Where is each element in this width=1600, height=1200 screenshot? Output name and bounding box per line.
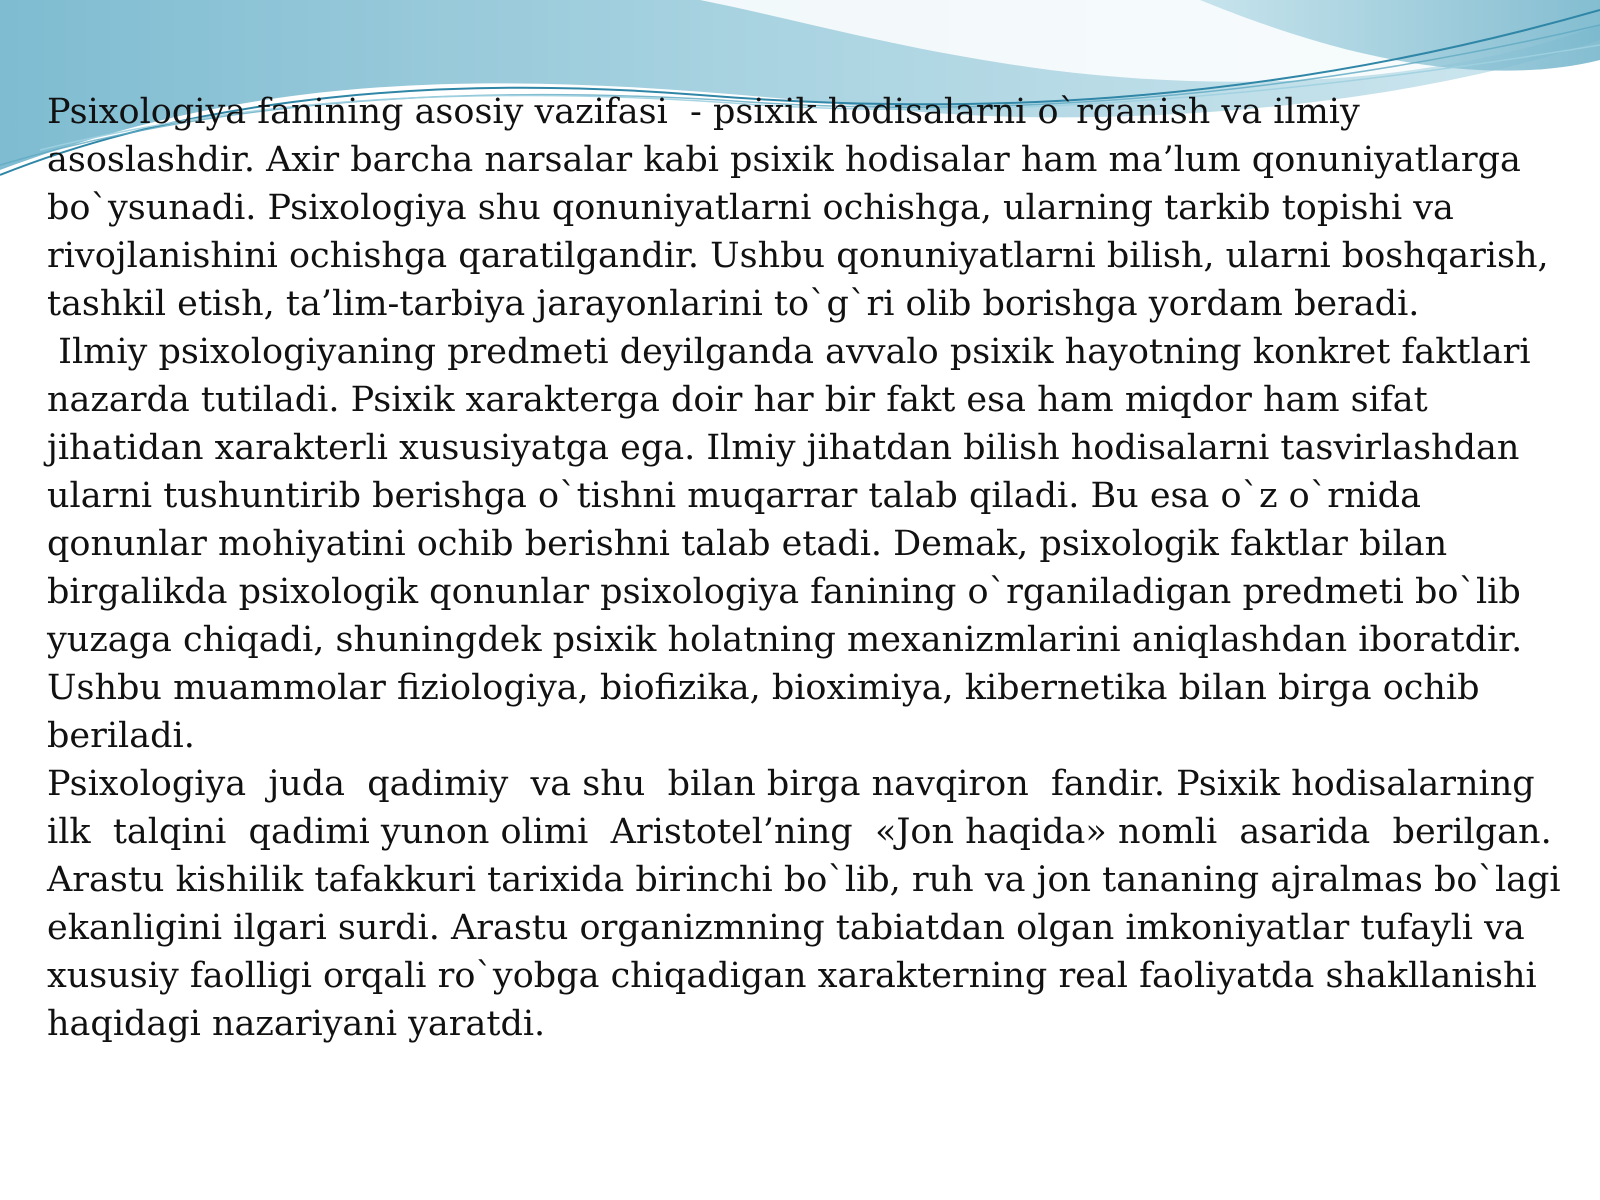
slide-body-text — [47, 88, 1572, 1048]
paragraph-predmeti: Ilmiy psixologiyaning predmeti deyilganda avvalo psixik hayotning konkret faktlari nazarda tutiladi. Psixik xarakterga doir har bir fakt esa ham miqdor ham sifat jihatidan xarakterli xususiyatga ega. Ilmiy jihatdan bilish hodisalarni tasvirlashdan ularni tushuntirib berishga o`tishni muqarrar talab qiladi. Bu esa o`z o`rnida qonunlar mohiyatini ochib berishni talab etadi. Demak, psixologik faktlar bilan birgalikda psixologik qonunlar psixologiya fanining o`rganiladigan predmeti bo`lib yuzaga chiqadi, shuningdek psixik holatning mexanizmlarini aniqlashdan iboratdir. Ushbu muammolar fiziologiya, biofizika, bioximiya, kibernetika bilan birga ochib beriladi. — [47, 332, 1542, 756]
paragraph-qadimiy: Psixologiya juda qadimiy va shu bilan birga navqiron fandir. Psixik hodisalarning ilk talqini qadimi yunon olimi Aristotel’ning «Jon haqida» nomli asarida berilgan. — [47, 764, 1557, 852]
paragraph-vazifasi: Psixologiya fanining asosiy vazifasi - psixik hodisalarni o`rganish va ilmiy asoslashdir. Axir barcha narsalar kabi psixik hodisalar ham ma’lum qonuniyatlarga bo`ysunadi. Psixologiya shu qonuniyatlarni ochishga, ularning tarkib topishi va rivojlanishini ochishga qaratilgandir. Ushbu qonuniyatlarni bilish, ularni boshqarish, tashkil etish, ta’lim-tarbiya jarayonlarini to`g`ri olib borishga yordam beradi. — [47, 92, 1560, 324]
paragraph-arastu: Arastu kishilik tafakkuri tarixida birinchi bo`lib, ruh va jon tananing ajralmas bo`lagi ekanligini ilgari surdi. Arastu organizmning tabiatdan olgan imkoniyatlar tufayli va xususiy faolligi orqali ro`yobga chiqadigan xarakterning real faoliyatda shakllanishi haqidagi nazariyani yaratdi. — [47, 860, 1572, 1044]
